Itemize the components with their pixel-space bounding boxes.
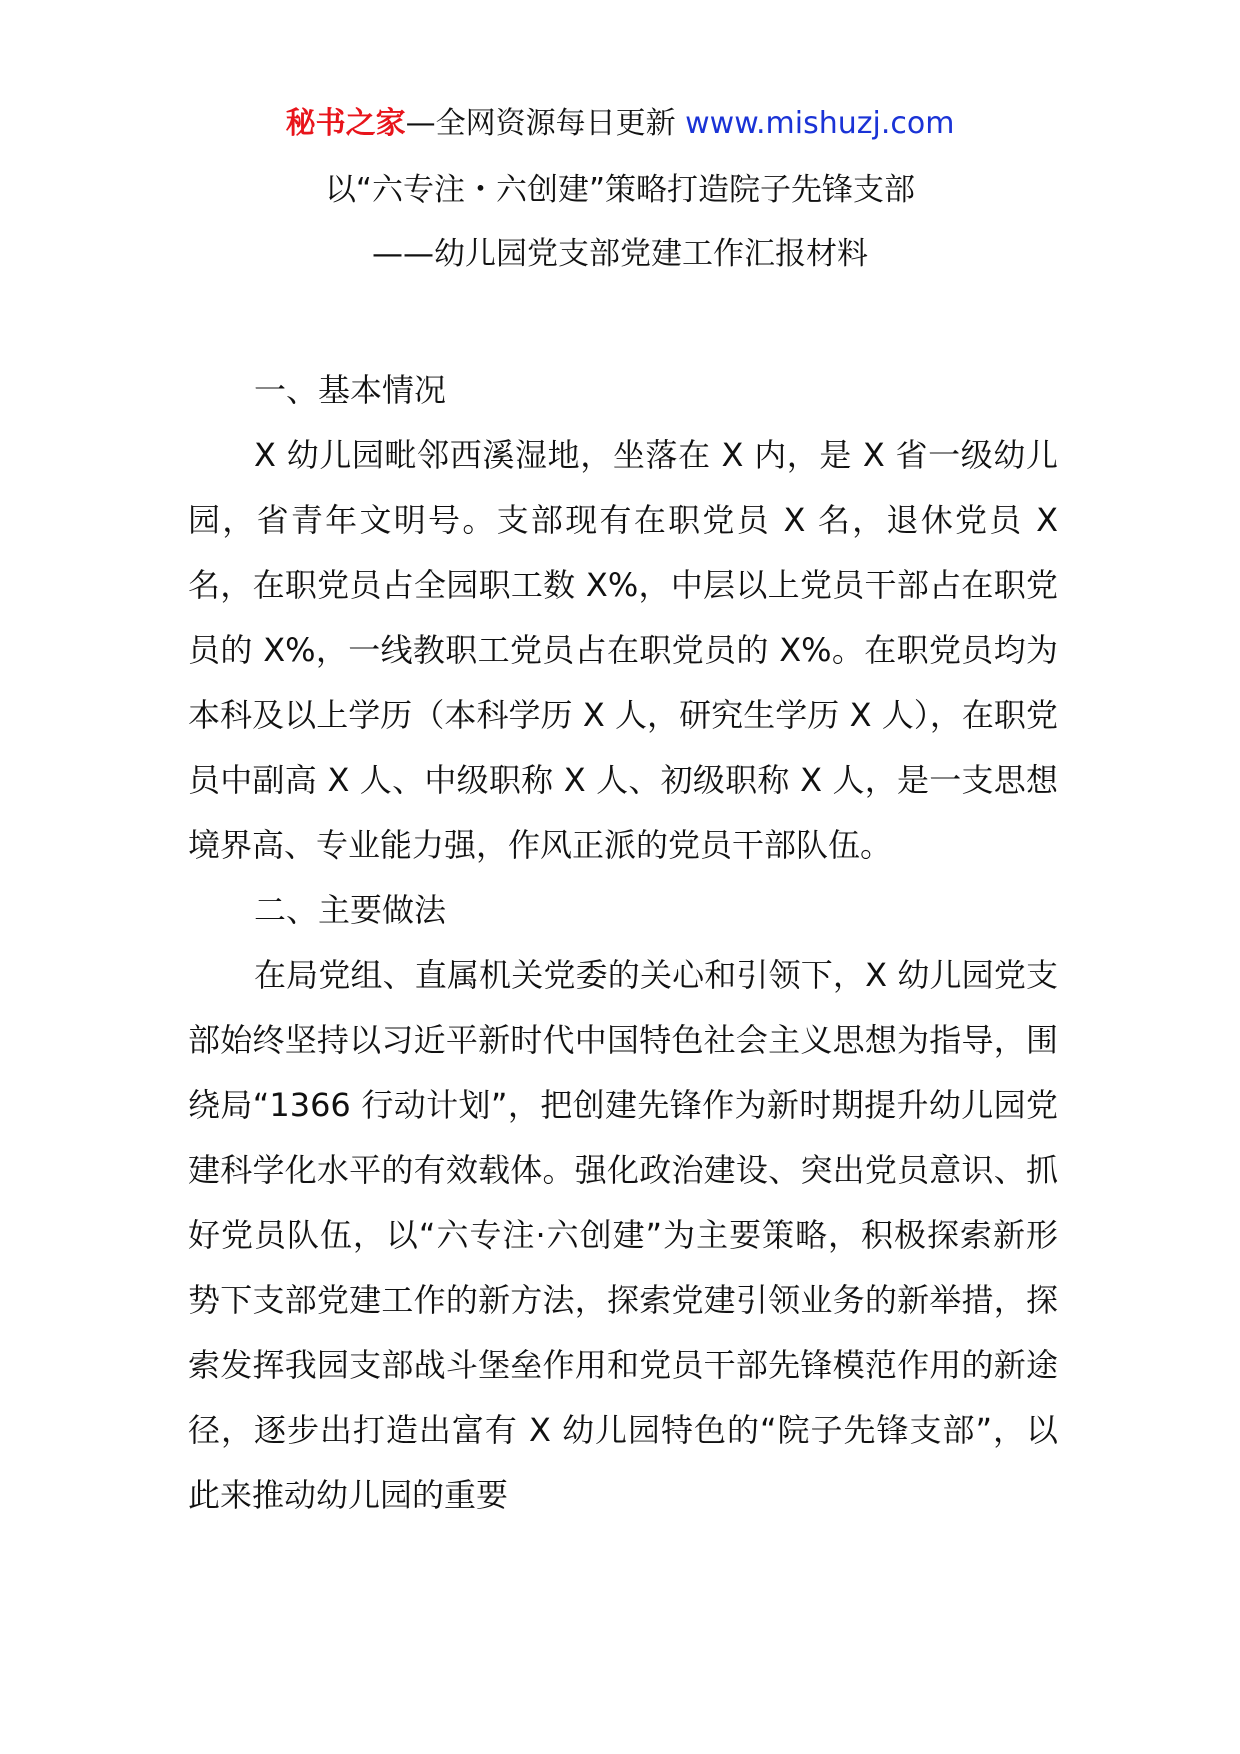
- site-header: [0, 102, 1240, 146]
- paragraph-main-practices: 在局党组、直属机关党委的关心和引领下，X 幼儿园党支部始终坚持以习近平新时代中国特色社会主义思想为指导，围绕局“1366 行动计划”，把创建先锋作为新时期提升幼儿园党建科学化水平的有效载体。强化政治建设、突出党员意识、抓好党员队伍，以“六专注·六创建”为主要策略，积极探索新形势下支部党建工作的新方法，探索党建引领业务的新举措，探索发挥我园支部战斗堡垒作用和党员干部先锋模范作用的新途径，逐步出打造出富有 X 幼儿园特色的“院子先锋支部”，以此来推动幼儿园的重要: [188, 956, 1058, 1514]
- section-heading-basic-info: 一、基本情况: [254, 371, 447, 409]
- document-body: [188, 358, 1058, 1528]
- document-subtitle: ——幼儿园党支部党建工作汇报材料: [372, 236, 868, 272]
- brand-name: 秘书之家: [285, 106, 406, 141]
- section-heading-main-practices: 二、主要做法: [254, 891, 447, 929]
- header-tagline: —全网资源每日更新: [405, 106, 686, 141]
- paragraph-basic-info: X 幼儿园毗邻西溪湿地，坐落在 X 内，是 X 省一级幼儿园，省青年文明号。支部现有在职党员 X 名，退休党员 X 名，在职党员占全园职工数 X%，中层以上党员干部占在职党员的 X%，一线教职工党员占在职党员的 X%。在职党员均为本科及以上学历（本科学历 X 人，研究生学历 X 人），在职党员中副高 X 人、中级职称 X 人、初级职称 X 人，是一支思想境界高、专业能力强，作风正派的党员干部队伍。: [188, 436, 1058, 864]
- site-url-link[interactable]: www.mishuzj.com: [685, 106, 955, 141]
- document-title: 以“六专注・六创建”策略打造院子先锋支部: [324, 172, 916, 208]
